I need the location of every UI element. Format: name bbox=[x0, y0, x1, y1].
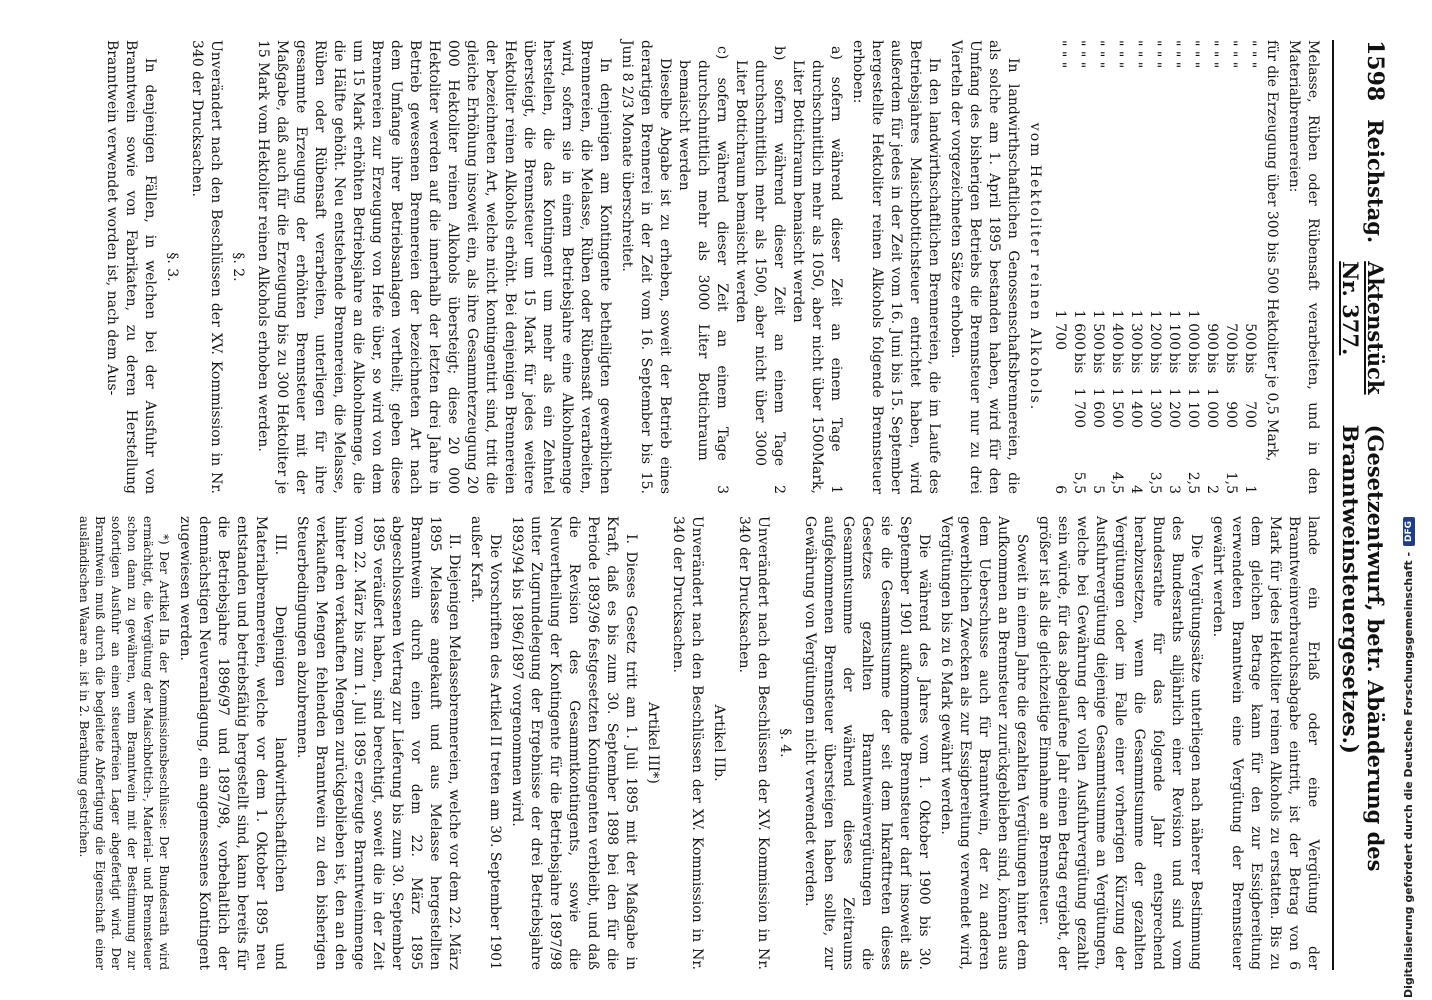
footnote: *) Der Artikel IIa der Kommissionsbeschlüsse: Der Bundesrath wird ermächtigt, die Vergütung der Maischbottich-, Material- und Brennsteuer schon dann zu gewähren, wenn Branntwein mit der Bestimmung zur sofortigen Ausfuhr an einen steuerfreien Lager abgefertigt wird. Der Branntwein muß durch die begleitete Abfertigung die Eigenschaft einer ausländischen Waare an. ist in 2. Berathung gestrichen. bbox=[77, 516, 171, 970]
paragraph: I. Dieses Gesetz tritt am 1. Juli 1895 mit der Maßgabe in Kraft, daß es bis zum 30. September 1898 bei den für die Periode 1893/96 festgesetzten Kontingenten verbleibt, und daß die Revision des Gesammtkontingents, sowie die Neuvertheilung der Kontingente für die Betriebsjahre 1897/98 unter Zugrundelegung der Ergebnisse der drei Betriebsjahre 1893/94 bis 1896/1897 vorgenommen wird. bbox=[509, 516, 639, 970]
rate-to: 1 600 bbox=[1090, 387, 1106, 428]
digitization-credit bbox=[1402, 517, 1415, 998]
rate-value: 4 bbox=[1128, 485, 1144, 494]
rate-to bbox=[1050, 376, 1069, 428]
text-columns bbox=[73, 40, 1322, 970]
credit-text: Digitalisierung gefördert durch die Deutsche Forschungsgemeinschaft - bbox=[1402, 551, 1415, 998]
unchanged-note: Unverändert nach den Beschlüssen der XV. Kommission in Nr. 340 der Drucksachen. bbox=[670, 516, 705, 970]
rate-from: 1 300 bbox=[1128, 309, 1144, 350]
rate-value: 5,5 bbox=[1071, 471, 1087, 494]
rate-value: 6 bbox=[1052, 485, 1068, 494]
paragraph: In landwirthschaftlichen Genossenschaftsbrennereien, die als solche am 1. April 1895 bestanden haben, wird für den Umfang des bisherigen Betriebs die Brennsteuer nur zu drei Vierteln der vorgezeichneten Sätze erhoben. bbox=[948, 40, 1021, 494]
rate-row: " " " 900 bis 1 000 2 bbox=[1204, 40, 1220, 494]
list-item: b) sofern während dieser Zeit an einem Tage durchschnittlich mehr als 1500, aber nicht über 3000 Liter Bottichraum bemaischt werden 2 bbox=[733, 46, 787, 494]
rate-row: " " " 500 bis 700 1 bbox=[1242, 40, 1258, 494]
rate-value: 2,5 bbox=[1185, 471, 1201, 494]
page-header bbox=[1332, 40, 1388, 970]
rate-row: " " " 1 200 bis 1 300 3,5 bbox=[1147, 40, 1163, 494]
rate-to: 1 000 bbox=[1204, 387, 1220, 428]
rate-value: 1,5 bbox=[1223, 471, 1239, 494]
rate-from: 1 000 bbox=[1185, 309, 1201, 350]
rate-from: 1 500 bbox=[1090, 309, 1106, 350]
rate-to: 1 400 bbox=[1128, 387, 1144, 428]
rate-from: 1 100 bbox=[1166, 309, 1182, 350]
rate-from: 500 bbox=[1242, 323, 1258, 350]
left-column bbox=[73, 40, 1322, 494]
rate-value: 4,5 bbox=[1109, 471, 1125, 494]
rate-suffix: vom Hektoliter reinen Alkohols. bbox=[1027, 122, 1043, 412]
rate-row: " " " 700 bis 900 1,5 bbox=[1223, 40, 1239, 494]
aktenstueck-number: Aktenstück Nr. 377. bbox=[1338, 261, 1388, 395]
rate-from: 1 400 bbox=[1109, 309, 1125, 350]
rate-to: 1 700 bbox=[1071, 387, 1087, 428]
rate-from: 1 600 bbox=[1071, 309, 1087, 350]
rate-to: 900 bbox=[1223, 401, 1239, 428]
paragraph: Die Vergütungssätze unterliegen nach näherer Bestimmung des Bundesraths alljährlich einer Revision und sind vom Bundesrathe für das folgende Jahr entsprechend herabzusetzen, wenn die Gesammtsumme der gezahlten Vergütungen oder im Falle einer vorherigen Kürzung der Ausfuhrvergütung diejenige Gesammtsumme an Vergütungen, welche bei Gewährung der vollen Ausfuhrvergütung gezahlt sein würde, für das abgelaufene Jahr einen Betrag ergiebt, der größer ist als die gleichzeitige Einnahme an Brennsteuer. bbox=[1036, 516, 1204, 970]
rate-value: 5 bbox=[1090, 485, 1106, 494]
rate-row: " " " 1 700 6 bbox=[1052, 40, 1068, 494]
section-heading: §. 2. bbox=[230, 252, 246, 282]
rate-row: " " " 1 600 bis 1 700 5,5 bbox=[1071, 40, 1087, 494]
list-item: a) sofern während dieser Zeit an einem Tage durchschnittlich mehr als 1050, aber nicht über 1500 Liter Bottichraum bemaischt werden 1 Mark, bbox=[790, 46, 844, 494]
rate-value: 3 bbox=[1166, 485, 1182, 494]
dfg-logo: DFG bbox=[1403, 517, 1415, 546]
intro-rate: für die Erzeugung über 300 bis 500 Hektoliter je 0,5 Mark, bbox=[1264, 40, 1280, 462]
paragraph: In denjenigen am Kontingente betheiligten gewerblichen Brennereien, die Melasse, Rüben oder Rübensaft verarbeiten, wird, sofern sie in einem Betriebsjahre eine Alkoholmenge herstellen, die das Kontingent um mehr als ein Zehntel übersteigt, die Brennsteuer um 15 Mark für jedes weitere Hektoliter reinen Alkohols erhöht. Bei denjenigen Brennereien der bezeichneten Art, welche nicht kontingentirt sind, tritt die gleiche Erhöhung insoweit ein, als ihre Gesammterzeugung 20 000 Hektoliter reinen Alkohols übersteigt; diese 20 000 Hektoliter werden auf die innerhalb der letzten drei Jahre in Betrieb gewesenen Brennereien der bezeichneten Art nach dem Umfange ihrer Betriebsanlagen vertheilt; geben diese Brennereien zur Erzeugung von Hefe über, so wird von dem um 15 Mark erhöhten Betriebsjahre an die Alkoholmenge, die die Hälfte gehöht. Neu entstehende Brennereien, die Melasse, Rüben oder Rübensaft verarbeiten, unterliegen für ihre gesammte Erzeugung der erhöhten Brennsteuer mit der Maßgabe, daß auch für die Erzeugung bis zu 300 Hektoliter je 15 Mark vom Hektoliter reinen Alkohols erhoben werden. bbox=[255, 40, 613, 494]
paragraph: In den landwirthschaftlichen Brennereien, die im Laufe des Betriebsjahres Maischbottichsteuer entrichtet haben, wird außerdem für jedes in der Zeit vom 16. Juni bis 15. September hergestellte Hektoliter reinen Alkohols folgende Brennsteuer erhoben: bbox=[850, 40, 942, 494]
publication-name: Reichstag. bbox=[1363, 119, 1388, 244]
paragraph: Dieselbe Abgabe ist zu erheben, soweit der Betrieb eines derartigen Brennerei in der Zeit vom 16. September bis 15. Juni 8 2/3 Monate überschreitet. bbox=[619, 40, 673, 494]
rate-to: 1 100 bbox=[1185, 387, 1201, 428]
rate-from: 1 700 bbox=[1052, 309, 1068, 350]
unchanged-note: Unverändert nach den Beschlüssen der XV. Kommission in Nr. 340 der Drucksachen. bbox=[736, 516, 771, 970]
rate-value: 1 bbox=[1242, 485, 1258, 494]
rate-value: 3,5 bbox=[1147, 471, 1163, 494]
paragraph: II. Diejenigen Melassebrennereien, welche vor dem 22. März 1895 Melasse angekauft und aus Melasse hergestellten Branntwein durch einen vor dem 22. März 1895 abgeschlossenen Vertrag zur Lieferung bis zum 30. September 1895 veräußert haben, sind berechtigt, soweit die in der Zeit vom 22. März bis zum 1. Juli 1895 erzeugte Branntweinmenge hinter den verkauften Mengen zurückgeblieben ist, den an den verkauften Mengen fehlenden Branntwein zu den bisherigen Steuerbedingungen abzubrennen. bbox=[294, 516, 462, 970]
intro-text: Melasse, Rüben oder Rübensaft verarbeiten, und in den Materialbrennereien: bbox=[1286, 40, 1321, 494]
paragraph: III. Denjenigen landwirthschaftlichen und Materialbrennereien, welche vor dem 1. Oktober 1895 neu entstanden und betriebsfähig hergestellt sind, kann bereits für die Betriebsjahre 1896/97 und 1897/98, vorbehaltlich der demnächstigen Neuveranlagung, ein angemessenes Kontingent zugewiesen werden. bbox=[177, 516, 288, 970]
rate-row: " " " 1 300 bis 1 400 4 bbox=[1128, 40, 1144, 494]
rate-value: 2 bbox=[1204, 485, 1220, 494]
document-page bbox=[77, 0, 1410, 1000]
article-heading: Artikel IIb. bbox=[711, 704, 727, 782]
rate-from: 700 bbox=[1223, 323, 1239, 350]
rate-from: 900 bbox=[1204, 323, 1220, 350]
paragraph: Die während des Jahres vom 1. Oktober 1900 bis 30. September 1901 aufkommende Brennsteuer darf insoweit als sie die Gesammtsumme der seit dem Inkrafttreten dieses Gesetzes gezahlten Branntweinvergütungen die Gesammtsumme der während dieses Zeitraums aufgekommenen Brennsteuer übersteigen haben sollte, zur Gewährung von Vergütungen nicht verwendet werden. bbox=[802, 516, 932, 970]
list-item: c) sofern während dieser Zeit an einem Tage durchschnittlich mehr als 3000 Liter Bottichraum bemaischt werden 3 bbox=[676, 46, 730, 494]
rate-row: " " " 1 400 bis 1 500 4,5 bbox=[1109, 40, 1125, 494]
paragraph: Die Vorschriften des Artikel II treten am 30. September 1901 außer Kraft. bbox=[468, 516, 503, 970]
rate-row: " " " 1 000 bis 1 100 2,5 bbox=[1185, 40, 1201, 494]
rate-to: 1 200 bbox=[1166, 387, 1182, 428]
rate-to: 1 500 bbox=[1109, 387, 1125, 428]
section-heading: §. 3. bbox=[164, 252, 180, 282]
right-column bbox=[73, 516, 1322, 970]
section-heading: §. 4. bbox=[777, 728, 793, 758]
article-heading: Artikel III*) bbox=[645, 702, 661, 784]
paragraph: Soweit in einem Jahre die gezahlten Vergütungen hinter dem Aufkommen an Brennsteuer zurückgeblieben sind, können aus dem Ueberschusse auch für Branntwein, der zu anderen gewerblichen Zwecken als zur Essigbereitung verwendet wird, Vergütungen bis zu 6 Mark gewährt werden. bbox=[938, 516, 1030, 970]
rate-row: " " " 1 500 bis 1 600 5 bbox=[1090, 40, 1106, 494]
rate-to: 700 bbox=[1242, 401, 1258, 428]
paragraph: lande ein Erlaß oder eine Vergütung der Branntweinverbrauchsabgabe eintritt, ist der Betrag von 6 Mark für jedes Hektoliter reinen Alkohols zu erstatten. Bis zu dem gleichen Betrage kann für den zur Essigbereitung verwendeten Branntwein eine Vergütung der Brennsteuer gewährt werden. bbox=[1210, 516, 1321, 970]
paragraph: In denjenigen Fällen, in welchen bei der Ausfuhr von Branntwein sowie von Fabrikaten, zu deren Herstellung Branntwein verwendet worden ist, nach dem Aus- bbox=[104, 40, 158, 494]
rate-table bbox=[1050, 40, 1259, 494]
rate-row: " " " 1 100 bis 1 200 3 bbox=[1166, 40, 1182, 494]
unchanged-note: Unverändert nach den Beschlüssen der XV. Kommission in Nr. 340 der Drucksachen. bbox=[189, 40, 224, 494]
rate-to: 1 300 bbox=[1147, 387, 1163, 428]
rate-from: 1 200 bbox=[1147, 309, 1163, 350]
page-number: 1598 bbox=[1362, 40, 1388, 102]
document-title: (Gesetzentwurf, betr. Abänderung des Branntweinsteuergesetzes.) bbox=[1338, 424, 1388, 872]
